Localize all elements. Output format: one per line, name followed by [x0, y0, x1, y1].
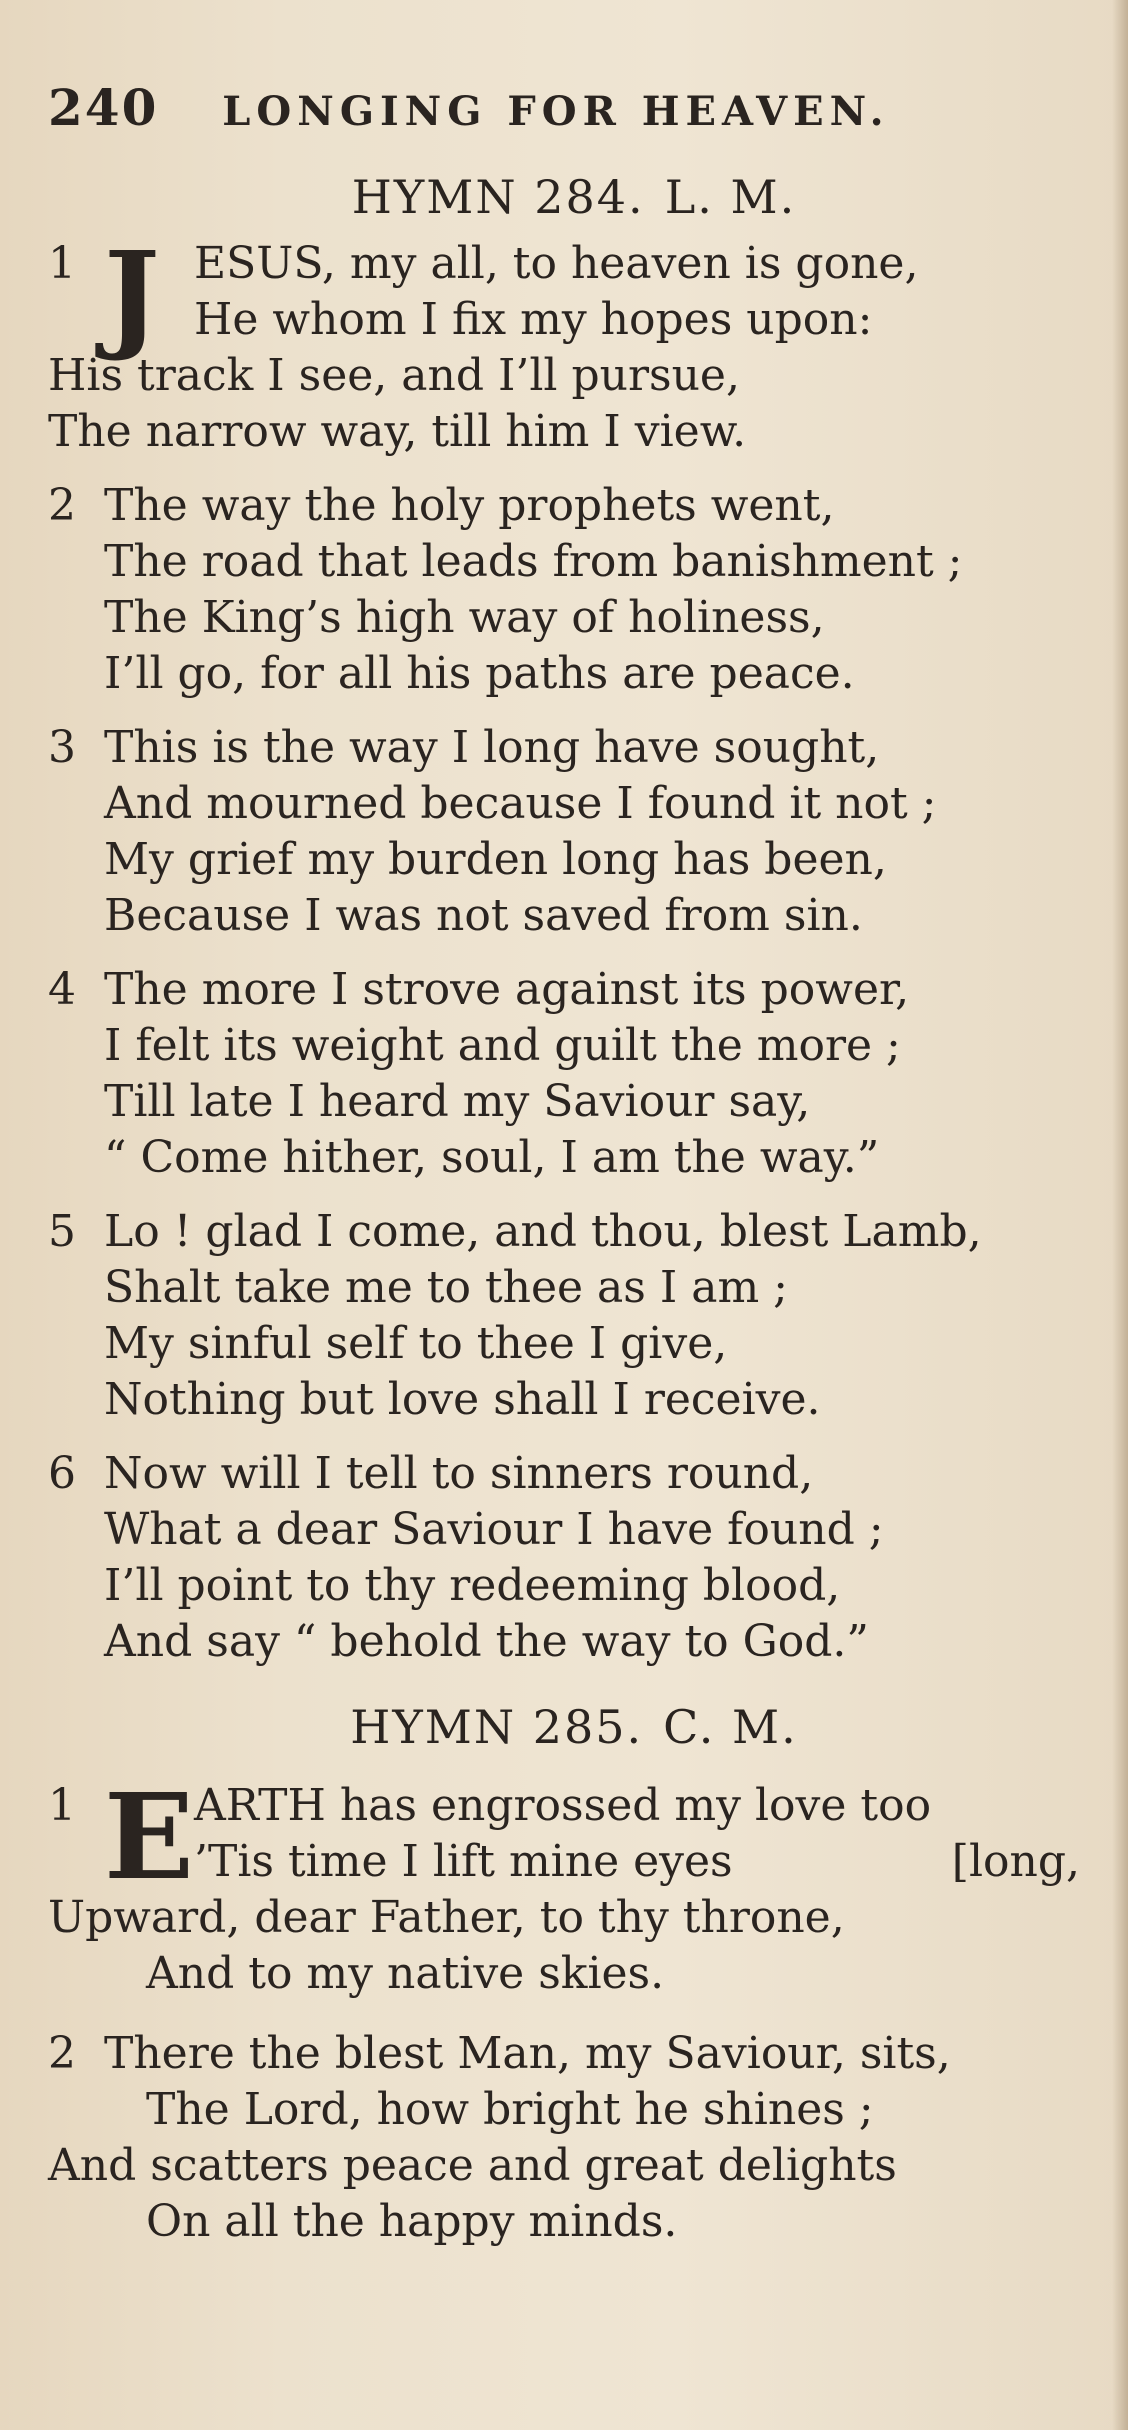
hymn-284-title	[0, 170, 1128, 224]
verse-line: “ Come hither, soul, I am the way.”	[104, 1132, 880, 1183]
stanza-number: 6	[48, 1448, 76, 1499]
hymn-285-title	[0, 1700, 1128, 1754]
verse-line: Upward, dear Father, to thy throne,	[48, 1892, 845, 1943]
hymn-284-stanza-6	[48, 1446, 1108, 1670]
verse-line: Nothing but love shall I receive.	[104, 1374, 821, 1425]
verse-line: What a dear Saviour I have found ;	[104, 1504, 884, 1555]
hymn-meter: C. M.	[663, 1700, 798, 1754]
stanza-number: 5	[48, 1206, 76, 1257]
verse-line: Because I was not saved from sin.	[104, 890, 863, 941]
turnover-word: [long,	[951, 1836, 1080, 1887]
verse-line: My sinful self to thee I give,	[104, 1318, 728, 1369]
stanza-number: 2	[48, 480, 76, 531]
verse-line: 2 There the blest Man, my Saviour, sits,	[48, 2026, 1108, 2082]
verse-line: The Lord, how bright he shines ;	[146, 2084, 874, 2135]
page-edge-shadow	[1112, 0, 1128, 2430]
verse-line: Shalt take me to thee as I am ;	[104, 1262, 788, 1313]
verse-line: And say “ behold the way to God.”	[104, 1616, 869, 1667]
verse-line: My grief my burden long has been,	[104, 834, 887, 885]
page-header	[48, 78, 890, 137]
verse-line: And mourned because I found it not ;	[104, 778, 937, 829]
verse-line: On all the happy minds.	[146, 2196, 678, 2247]
hymn-284-stanza-5	[48, 1204, 1108, 1428]
page-number: 240	[48, 78, 159, 137]
verse-line: He whom I fix my hopes upon:	[194, 294, 873, 345]
verse-line: His track I see, and I’ll pursue,	[48, 350, 740, 401]
verse-line: ’Tis time I lift mine eyes [long,	[48, 1834, 1108, 1890]
running-title: LONGING FOR HEAVEN.	[222, 88, 890, 135]
hymn-284-stanza-3	[48, 720, 1108, 944]
verse-line: 1 ARTH has engrossed my love too	[48, 1778, 1108, 1834]
verse-line: 4 The more I strove against its power,	[48, 962, 1108, 1018]
verse-line: 6 Now will I tell to sinners round,	[48, 1446, 1108, 1502]
verse-line: The road that leads from banishment ;	[104, 536, 963, 587]
verse-line: The King’s high way of holiness,	[104, 592, 825, 643]
verse-line: And scatters peace and great delights	[48, 2140, 897, 2191]
stanza-number: 1	[48, 238, 76, 289]
drop-cap: J	[104, 225, 160, 364]
verse-line: 5 Lo ! glad I come, and thou, blest Lamb,	[48, 1204, 1108, 1260]
verse-line: I’ll go, for all his paths are peace.	[104, 648, 855, 699]
hymn-meter: L. M.	[664, 170, 797, 224]
verse-line: 2 The way the holy prophets went,	[48, 478, 1108, 534]
verse-line: The narrow way, till him I view.	[48, 406, 747, 457]
hymn-285-stanza-1	[48, 1767, 1108, 2002]
hymn-284-stanza-4	[48, 962, 1108, 1186]
verse-line: 3 This is the way I long have sought,	[48, 720, 1108, 776]
verse-line: Till late I heard my Saviour say,	[104, 1076, 811, 1127]
hymn-number: HYMN 284.	[351, 170, 645, 224]
verse-line: I’ll point to thy redeeming blood,	[104, 1560, 841, 1611]
hymn-284-stanza-1	[48, 225, 1108, 460]
hymn-285-stanza-2	[48, 2026, 1108, 2250]
stanza-number: 3	[48, 722, 76, 773]
hymn-number: HYMN 285.	[350, 1700, 644, 1754]
verse-line: I felt its weight and guilt the more ;	[104, 1020, 901, 1071]
stanza-number: 2	[48, 2028, 76, 2079]
stanza-number: 1	[48, 1780, 76, 1831]
stanza-number: 4	[48, 964, 76, 1015]
verse-line: 1 ESUS, my all, to heaven is gone,	[48, 236, 1108, 292]
drop-cap: E	[104, 1767, 194, 1906]
verse-line: And to my native skies.	[146, 1948, 665, 1999]
hymn-284-stanza-2	[48, 478, 1108, 702]
